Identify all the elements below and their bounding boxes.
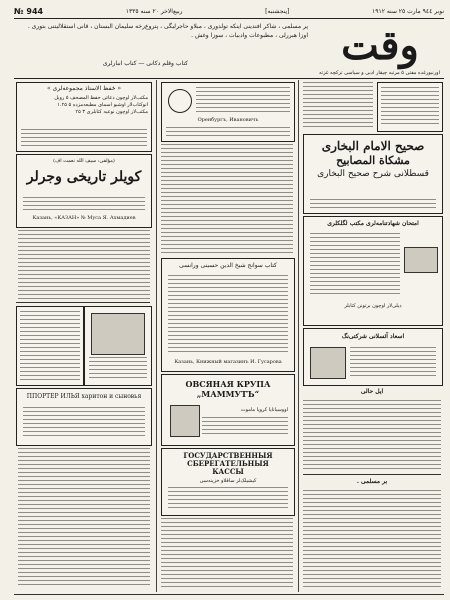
sberkassa-subtitle: کیشیلک‌لر ساقلاو خزینه‌سی xyxy=(199,478,257,484)
shirket-illustration xyxy=(310,347,346,379)
hadith-subtitle: مشکاة المصابیح xyxy=(336,154,410,167)
books-ad-text xyxy=(21,129,147,147)
article-headline: بر مسلمی . xyxy=(356,478,388,485)
orenburg-ad-text xyxy=(196,87,290,113)
kitab-ad-title: کتاب سوانح شیخ الدین حسینی ورانسی xyxy=(179,262,277,269)
hadith-books-ad xyxy=(303,134,443,214)
article-text-left-1 xyxy=(18,230,150,300)
kitab-ad xyxy=(161,258,295,372)
books-ad-item-1: مکتب‌لار اوچون دعائی حفظ المصحف ٥ روبل xyxy=(54,95,148,101)
bottom-rule xyxy=(14,594,444,595)
article-text-right-1 xyxy=(303,82,373,128)
kitab-ad-text xyxy=(168,275,288,353)
maktab-ad-text xyxy=(310,233,400,297)
column-right xyxy=(298,80,445,592)
column-middle xyxy=(156,80,297,592)
article-text-mid-1 xyxy=(161,144,293,254)
book-ad-small-text xyxy=(20,311,80,381)
sberkassa-ad xyxy=(161,448,295,516)
book-ad-title: کویلر تاریخی وجرلر xyxy=(26,169,142,185)
maktab-illustration xyxy=(404,247,438,273)
issue-number: № 944 xyxy=(14,6,44,16)
article-text-left-2 xyxy=(18,448,150,588)
book-ad-small xyxy=(16,306,84,386)
mosque-ad xyxy=(84,306,152,386)
hadith-subtitle-2: قسطلانی شرح صحیح البخاری xyxy=(317,169,429,179)
warehouse-notice: کتاب وقلم دکانی — کتاب انبارلری xyxy=(102,60,188,67)
weekday-label: [پنجشنبه] xyxy=(265,7,290,15)
book-ad-history xyxy=(16,154,152,228)
hadith-title: صحیح الامام البخاری xyxy=(321,139,425,153)
divider xyxy=(303,474,441,475)
khariton-ad-text: ППОРТЕР ИЛЬЯ харитон и сыновья xyxy=(26,393,142,400)
mammut-ad xyxy=(161,374,295,446)
seal-icon xyxy=(168,89,192,113)
shirket-ad-text xyxy=(350,347,436,379)
section-headline: ایل حالی xyxy=(360,388,384,395)
mammut-ad-caption: اووسیانایا کروپا ماموت xyxy=(240,407,288,413)
book-ad-author: (مؤلفى: سیف الله نعمت اف) xyxy=(53,158,115,164)
shirket-ad xyxy=(303,328,443,386)
maktab-ad-footer: دیلی‌لار اوچون برتونن کتابلر xyxy=(344,303,402,309)
masthead xyxy=(14,20,444,79)
notice-box-text xyxy=(381,87,439,127)
notice-box xyxy=(377,82,443,132)
book-ad-text xyxy=(23,197,145,213)
orenburg-ad xyxy=(161,82,295,142)
kitab-ad-publisher: Казань, Книжный магазинъ И. Гусарова xyxy=(174,359,282,365)
books-ad-item-2: انوکتاب‌لار اوشبو اسمای مطبعه‌مزده ۵ ۱.۲۵ xyxy=(57,102,148,108)
divider xyxy=(16,302,150,303)
mammut-ad-title: ОВСЯНАЯ КРУПА „МАММУТЪ“ xyxy=(185,379,271,399)
book-ad-publisher: Казань, «КАЗАН» № Муса Я. Ахмадиев xyxy=(32,215,136,221)
article-text-mid-2 xyxy=(161,518,293,588)
books-ad-header: « ځفظ الاستاذ مجموعه‌لری » xyxy=(46,85,122,92)
article-text-right-3 xyxy=(303,490,441,588)
newspaper-subtitle: اورنبورغده مفتى ۵ مرتبه چیقار ادبى و سیاسى ترکچه غزته xyxy=(319,70,440,76)
orenburg-ad-cyrillic: Оренбургъ, Ивановичъ xyxy=(197,117,259,123)
oat-package-illustration xyxy=(170,405,200,437)
books-ad-item-3: مکتب‌لار اوچون نوعیه کتابلری ۳ ۲۵ xyxy=(75,109,148,115)
sberkassa-title: ГОСУДАРСТВЕННЫЯ СБЕРЕГАТЕЛЬНЫЯ КАССЫ xyxy=(183,451,273,476)
mosque-ad-text xyxy=(89,357,147,381)
date-strip xyxy=(14,4,444,19)
sberkassa-text xyxy=(168,487,288,509)
khariton-ad-lines xyxy=(23,407,145,439)
column-left xyxy=(14,80,154,592)
khariton-ad xyxy=(16,388,152,446)
shirket-ad-title: اسعاد آئسلانی شرکتی‌نگ xyxy=(341,333,405,340)
article-text-right-2 xyxy=(303,400,441,470)
books-ad xyxy=(16,82,152,152)
mammut-ad-text xyxy=(202,417,288,437)
date-gregorian: نوبر ٩٤٤ مارت ٢٥ سنه ١٩١٢ xyxy=(372,7,444,15)
hadith-ad-text xyxy=(310,199,436,209)
newspaper-title: وقت xyxy=(341,22,419,69)
maktab-ad xyxy=(303,216,443,326)
top-announcement: پر مسلمی ، شاکر افندینی اینکه تولدوری ، مبلاو حاجرلیگی ، پتروغ‌رخه سلیمان البستان ، قانی استقلالیتنی بتوری . اوزا هبررلی ، مطبوعات وادبیات ، سوزا وغش . xyxy=(27,23,308,39)
orenburg-ad-lines xyxy=(166,127,290,137)
date-hijri: ربيع‌الاخر ٢٠ سنه ١٣٣٥ xyxy=(125,7,183,15)
maktab-ad-title: امتحان شهادتنامه‌لری مکتب لگلکلری xyxy=(327,220,419,227)
mosque-illustration xyxy=(91,313,145,355)
